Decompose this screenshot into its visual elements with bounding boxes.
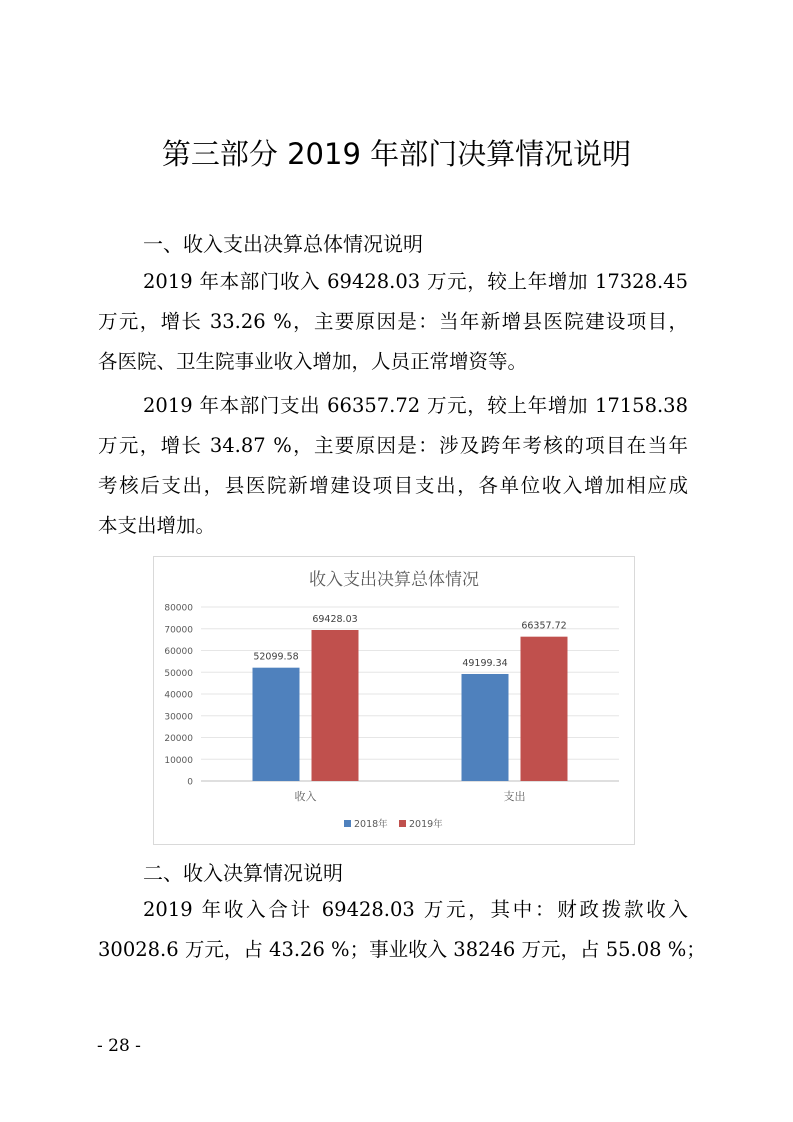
text-line: 本支出增加。 <box>98 514 216 537</box>
paragraph-income-detail <box>98 890 706 970</box>
text-line: 30028.6 万元，占 43.26 %；事业收入 38246 万元，占 55.08 %； <box>98 938 706 961</box>
page-title: 第三部分 2019 年部门决算情况说明 <box>161 137 632 171</box>
x-tick-label: 支出 <box>503 790 526 803</box>
text-line: 万元，增长 33.26 %，主要原因是：当年新增县医院建设项目， <box>98 310 688 333</box>
data-label: 49199.34 <box>462 657 508 669</box>
legend-label: 2019年 <box>409 819 443 830</box>
legend-label: 2018年 <box>354 819 388 830</box>
chart-canvas <box>154 557 634 844</box>
bar <box>521 637 568 781</box>
text-line: 考核后支出，县医院新增建设项目支出，各单位收入增加相应成 <box>98 474 688 497</box>
y-tick-label: 40000 <box>164 690 193 701</box>
bar <box>312 630 359 781</box>
text-line: 2019 年收入合计 69428.03 万元，其中：财政拨款收入 <box>143 898 688 921</box>
paragraph-income-summary <box>98 262 688 382</box>
chart-title: 收入支出决算总体情况 <box>309 570 479 590</box>
y-tick-label: 80000 <box>164 603 193 614</box>
data-label: 69428.03 <box>312 613 358 625</box>
legend-swatch <box>344 820 351 827</box>
data-label: 52099.58 <box>253 651 299 663</box>
x-tick-label: 收入 <box>294 790 317 803</box>
income-expense-chart <box>153 556 635 845</box>
y-tick-label: 20000 <box>164 734 193 744</box>
y-tick-label: 50000 <box>164 668 193 679</box>
text-line: 各医院、卫生院事业收入增加，人员正常增资等。 <box>98 350 528 373</box>
bar <box>253 668 300 781</box>
text-line: 2019 年本部门收入 69428.03 万元，较上年增加 17328.45 <box>143 270 688 293</box>
text-line: 2019 年本部门支出 66357.72 万元，较上年增加 17158.38 <box>143 394 688 417</box>
y-tick-label: 10000 <box>164 755 193 766</box>
y-tick-label: 60000 <box>164 647 193 657</box>
data-label: 66357.72 <box>521 620 567 632</box>
section-heading-income-expense: 一、收入支出决算总体情况说明 <box>143 232 423 256</box>
y-tick-label: 30000 <box>164 712 193 723</box>
paragraph-expense-summary <box>98 386 688 546</box>
bar <box>462 674 509 781</box>
legend-swatch <box>399 820 406 827</box>
y-tick-label: 70000 <box>164 625 193 636</box>
y-tick-label: 0 <box>187 777 193 788</box>
section-heading-income: 二、收入决算情况说明 <box>143 861 343 885</box>
text-line: 万元，增长 34.87 %，主要原因是：涉及跨年考核的项目在当年 <box>98 434 688 457</box>
page-number: - 28 - <box>97 1036 141 1056</box>
